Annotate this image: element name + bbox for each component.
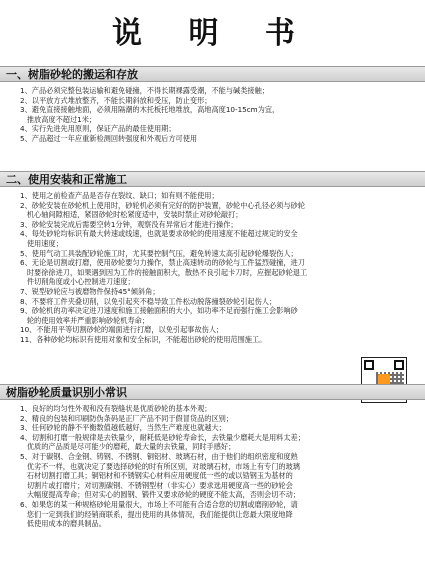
list-item: 4、切割和打磨一般规律是去铁量少，耐耗低是砂轮寿命长，去铁量少磨耗大是用料太差； [20,432,305,442]
list-item: 1、使用之前检查产品是否存在裂纹、缺口；如有则不能使用； [20,191,219,200]
list-item: 6、如果您的某一种规格砂轮用量很大，市场上不可能有合适合您的切割或磨削砂轮，请 [20,499,298,509]
list-item: 8、不要将工件夹叠切削，以免引起夹不稳导致工件松动脱落撞裂砂轮引起伤人； [20,296,277,306]
list-item: 4、实行先进先用原则，保证产品的最佳使用期； [20,124,176,134]
list-item: 机心轴间隙相适，紧固砂轮时松紧度适中，安装时禁止对砂轮敲打； [20,210,243,220]
list-item: 9、砂轮机的功率决定进刀速度和施工接触面积的大小，如功率不足而强行施工会影响砂 [20,306,298,316]
list-item: 5、产品超过一年应重新检测回转强度和外观后方可使用 [20,133,198,143]
list-item: 时要徐徐进刀，如果遇到因为工作的接触面积大，散热不良引起卡刀时，应握起砂轮退工 [20,267,308,277]
list-item: 5、对于碳钢、合金钢、铸钢、不锈钢、铜铝材、玻璃石材，由于他们的组织密度和度熟 [20,451,298,461]
list-item: 3、避免直接接触地面，必须用隔潮的木托板托地堆放，高地高度10-15cm为宜， [20,105,280,115]
list-item: 您们一定到我们的经销商联系，提出使用的具体情况，我们能提供让您最大限度地降 [20,509,293,519]
list-item: 低使用成本的磨具制品。 [20,519,106,529]
list-item: 优质的产品质是尽可能少的磨耗，最大量的去铁量，同时手感好； [20,442,236,452]
list-item: 2、精良的包装和印刷防伪条码是正厂产品不同于假冒货品的区别； [20,413,234,423]
list-item: 2、砂轮安装在砂轮机上使用时，砂轮机必须有完好的防护装置，砂轮中心孔径必须与砂轮 [20,200,305,210]
list-item: 11、各种砂轮均标识有使用对象和安全标识，不能超出砂轮的使用范围施工。 [20,334,267,344]
list-item: 1、产品必须完整包装运输和避免碰撞，不得长期裸露受潮，不能与碱类接触； [20,86,269,95]
list-item: 3、任何砂轮的静不平衡数值越低越好，当然生产难度也就越大； [20,423,226,433]
page-title: 说 明 书 [112,16,313,51]
list-item: 2、以平放方式堆放整齐，不能长期斜放和受压，防止变形； [20,95,212,105]
list-item: 优劣不一样，也就决定了要选择砂轮的时有所区别，对玻璃石材，市场上有专门的玻璃 [20,461,300,471]
section-heading-storage: 一、树脂砂轮的搬运和存放 [0,66,425,82]
section-heading-usage: 二、使用安装和正常施工 [0,171,425,187]
list-item: 4、每处砂轮均标识有最大转速或线速，也就是要求砂轮的使用速度不能超过规定的安全 [20,229,298,239]
list-item: 6、无论是切割或打磨，使用砂轮要匀力操作，禁止高速转动的砂轮与工件猛烈碰撞，进刀 [20,258,305,268]
list-item: 7、锐型砂轮应与被磨物件保持45°倾斜角； [20,286,160,296]
list-item: 石材切割打磨工具；铜铝材和不锈钢实心材料应用硬度低一些的或以锆钢玉为基材的 [20,471,293,481]
list-item: 1、良好的均匀性外观和没有裂缝状是优质砂轮的基本外观； [20,404,212,413]
list-item: 推放高度不超过1米； [20,114,97,124]
section-list-quality [0,404,425,529]
section-heading-quality: 树脂砂轮质量识别小常识 [0,384,425,400]
list-item: 5、使用气动工具装配砂轮施工时，尤其要控制气压，避免转速太高引起砂轮爆裂伤人； [20,248,298,258]
list-item: 3、砂轮安装完成后需要空转1分钟，观察没有异常后才能进行操作； [20,219,238,229]
list-item: 使用速度； [20,238,63,248]
list-item: 轮的使用效率并严重影响砂轮机寿命； [20,315,150,325]
list-item: 件切削角度或小心控制进刀速度； [20,277,135,287]
section-list-storage [0,86,425,144]
list-item: 切割片或打磨片；对切割碳钢、不锈钢型材（非实心）要求选用硬度高一些的砂轮会 [20,480,293,490]
section-list-usage [0,191,425,345]
list-item: 大幅度提高寿命；但对实心的圆钢、锻件又要求砂轮的硬度不能太高，否则会切不动； [20,490,300,500]
list-item: 10、不能用平等切割砂轮的端面进行打磨，以免引起事故伤人； [20,325,224,335]
